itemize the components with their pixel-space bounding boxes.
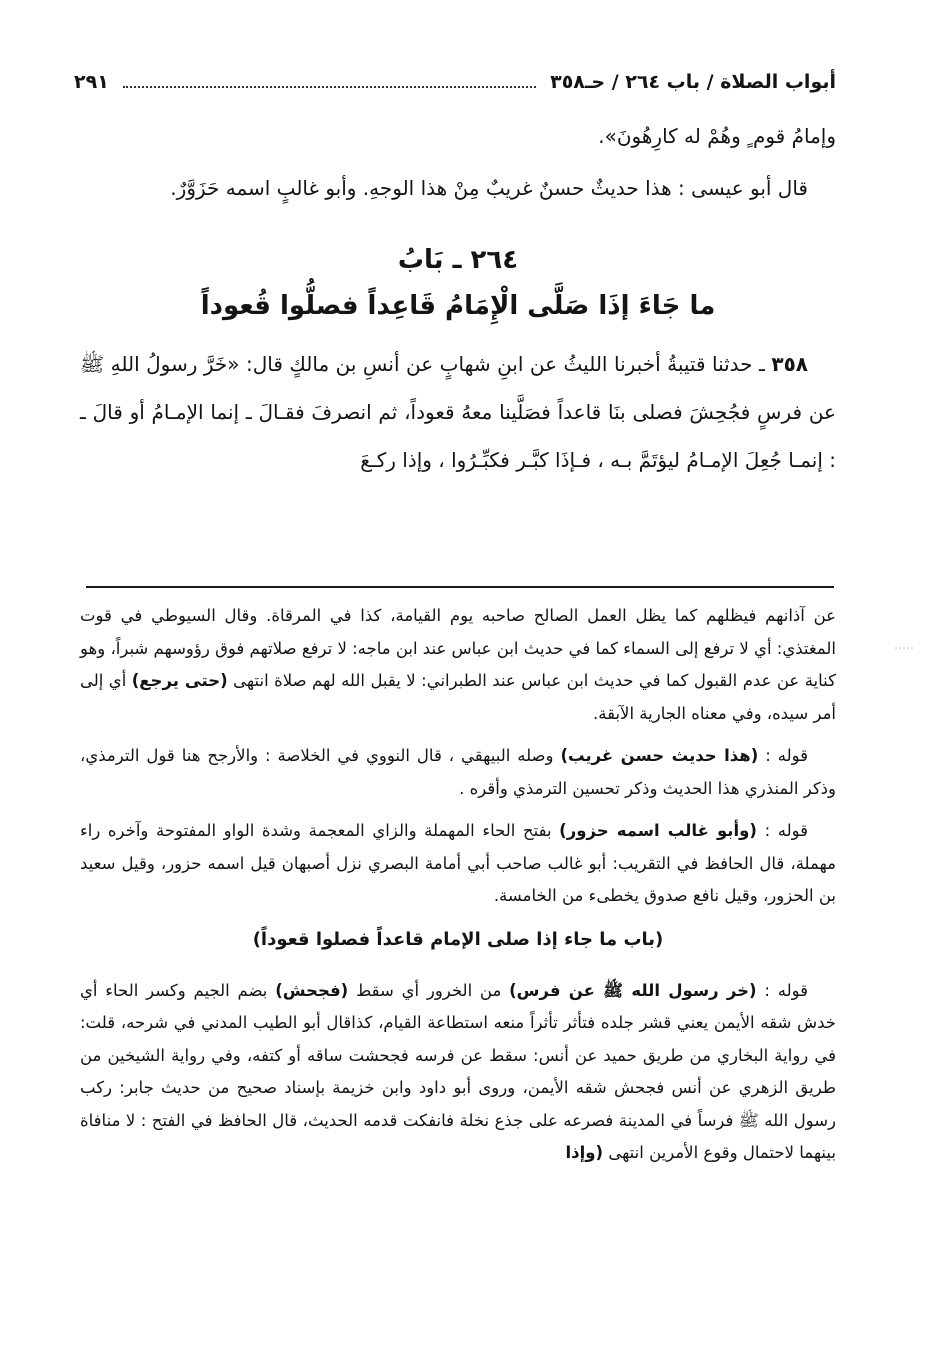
c3-bold: (وأبو غالب اسمه حزور) [559, 821, 757, 840]
main-text [80, 112, 836, 484]
c3-lead: قوله : [764, 821, 809, 840]
c4-bold-2: (فجحش) [275, 980, 349, 1000]
header-title: أبواب الصلاة / باب ٢٦٤ / حـ٣٥٨ [550, 71, 836, 93]
hadith-paragraph [80, 340, 836, 484]
c1-tail: أي إلى أمر سيده، وفي معناه الجارية الآبقة. [80, 671, 836, 723]
page-number: ٢٩١ [74, 71, 109, 93]
c4-bold-3: (وإذا [565, 1143, 604, 1162]
footnote-separator [86, 586, 834, 588]
c1-bold: (حتى يرجع) [131, 671, 228, 690]
chapter-number: ٢٦٤ ـ بَابُ [397, 245, 519, 275]
c4-bold-1: (خر رسول الله ﷺ عن فرس) [509, 980, 757, 1000]
commentary-paragraph-4 [80, 975, 836, 1170]
scan-speck-icon [894, 646, 914, 650]
hadith-text: ـ حدثنا قتيبةُ أخبرنا الليثُ عن ابنِ شهابٍ عن أنسِ بن مالكٍ قال: «خَرَّ رسولُ اللهِ ﷺ عن فرسٍ فجُحِشَ فصلى بنَا قاعداً فصَلَّينا معهُ قعوداً، ثم انصرفَ فقـالَ ـ إنما الإمـامُ أو قالَ ـ : إنمـا جُعِلَ الإمـامُ ليؤتَمَّ بـه ، فـإذَا كبَّـر فكبِّـرُوا ، وإذا ركـعَ [80, 352, 836, 472]
commentary-subheading: (باب ما جاء إذا صلى الإمام قاعداً فصلوا قعوداً) [252, 928, 664, 950]
c1-text: عن آذانهم فيظلهم كما يظل العمل الصالح صاحبه يوم القيامة، كذا في المرقاة. وقال السيوطي في قوت المغتذي: أي لا ترفع إلى السماء كما في حديث ابن عباس عند ابن ماجه: لا ترفع صلاتهم فوق رؤوسهم شبراً، وهو كناية عن عدم القبول كما في حديث ابن عباس عند الطبراني: لا يقبل الله لهم صلاة انتهى [80, 606, 836, 690]
commentary-paragraph-2 [80, 740, 836, 805]
hadith-number: ٣٥٨ [771, 352, 809, 376]
c2-text: وصله البيهقي ، قال النووي في الخلاصة : والأرجح هنا قول الترمذي، وذكر المنذري هذا الحديث وذكر تحسين الترمذي وأقره . [80, 746, 836, 798]
c4-lead: قوله : [764, 980, 809, 1000]
commentary-paragraph-3 [80, 815, 836, 913]
header-dot-leader [123, 86, 536, 88]
c4-text-1: من الخرور أي سقط [355, 980, 502, 1000]
c2-lead: قوله : [765, 746, 809, 765]
continuation-paragraph: وإمامُ قوم ٍ وهُمْ له كارِهُونَ». [598, 124, 836, 148]
c3-text: بفتح الحاء المهملة والزاي المعجمة وشدة الواو المفتوحة وآخره راء مهملة، قال الحافظ في التقريب: أبو غالب صاحب أبي أمامة البصري نزل أصبهان قيل اسمه حزور، وقيل سعيد بن الحزور، وقيل نافع صدوق يخطىء من الخامسة. [80, 821, 836, 905]
c4-text-2: بضم الجيم وكسر الحاء أي خدش شقه الأيمن يعني قشر جلده فتأثر تأثراً منعه استطاعة القيام، كذاقال أبو الطيب المدني في شرحه، قلت: في رواية البخاري من طريق حميد عن أنس: سقط عن فرسه فجحشت ساقه أو كتفه، وفي رواية الشيخين من طريق الزهري عن أنس فجحش شقه الأيمن، وروى أبو داود وابن خزيمة بإسناد صحيح من حديث جابر: ركب رسول الله ﷺ فرساً في المدينة فصرعه على جذع نخلة فانفكت قدمه الحديث، قال الحافظ في الفتح : لا منافاة بينهما لاحتمال وقوع الأمرين انتهى [80, 980, 836, 1162]
running-header [74, 62, 836, 102]
chapter-title: ما جَاءَ إذَا صَلَّى الْإِمَامُ قَاعِداً فصلُّوا قُعوداً [200, 291, 716, 321]
abu-isa-paragraph: قال أبو عيسى : هذا حديثٌ حسنٌ غريبٌ مِنْ هذا الوجهِ. وأبو غالبٍ اسمه حَزَوَّرٌ. [170, 176, 808, 200]
commentary [80, 600, 836, 1180]
commentary-paragraph-1 [80, 600, 836, 730]
c2-bold: (هذا حديث حسن غريب) [560, 746, 759, 765]
